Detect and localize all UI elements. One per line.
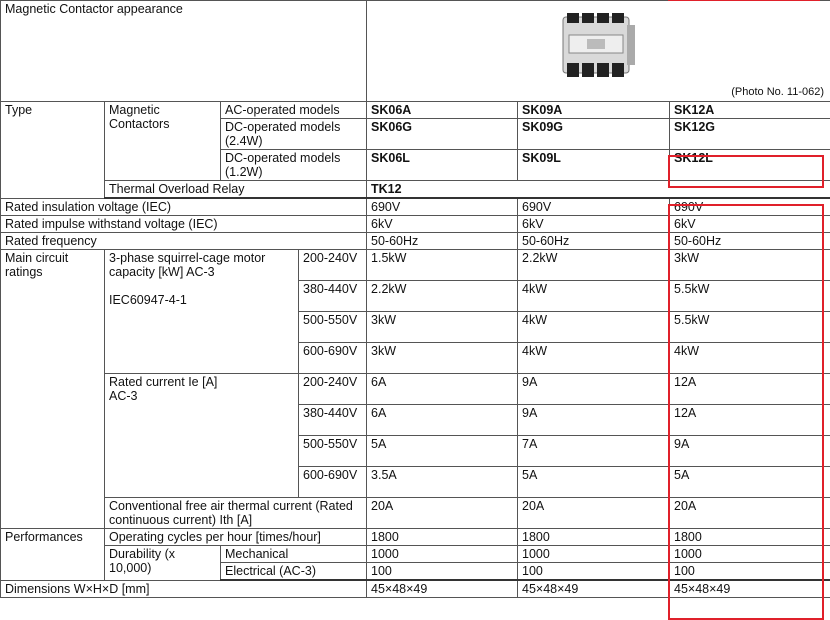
insulation-label: Rated insulation voltage (IEC) bbox=[1, 198, 367, 216]
thermal-current-value: 20A bbox=[670, 498, 830, 529]
current-value: 12A bbox=[670, 374, 830, 405]
photo-caption: (Photo No. 11-062) bbox=[731, 86, 825, 98]
capacity-value: 2.2kW bbox=[367, 281, 518, 312]
capacity-value: 4kW bbox=[518, 343, 670, 374]
capacity-value: 4kW bbox=[518, 281, 670, 312]
model-sk12g: SK12G bbox=[670, 119, 830, 150]
model-sk12l: SK12L bbox=[670, 150, 830, 181]
capacity-value: 4kW bbox=[518, 312, 670, 343]
model-sk09g: SK09G bbox=[518, 119, 670, 150]
electrical-label: Electrical (AC-3) bbox=[221, 563, 367, 581]
current-value: 6A bbox=[367, 405, 518, 436]
model-sk06g: SK06G bbox=[367, 119, 518, 150]
photo-cell bbox=[367, 1, 830, 102]
current-value: 3.5A bbox=[367, 467, 518, 498]
capacity-value: 1.5kW bbox=[367, 250, 518, 281]
current-text: Rated current Ie [A] AC-3 bbox=[109, 375, 218, 403]
model-sk06a: SK06A bbox=[367, 102, 518, 119]
voltage-range: 200-240V bbox=[299, 374, 367, 405]
model-sk12a: SK12A bbox=[670, 102, 830, 119]
voltage-range: 380-440V bbox=[299, 405, 367, 436]
mc-label: Magnetic Contactors bbox=[105, 102, 221, 181]
type-label: Type bbox=[1, 102, 105, 199]
mechanical-label: Mechanical bbox=[221, 546, 367, 563]
current-value: 7A bbox=[518, 436, 670, 467]
thermal-label: Thermal Overload Relay bbox=[105, 181, 367, 199]
ac-label: AC-operated models bbox=[221, 102, 367, 119]
frequency-value: 50-60Hz bbox=[367, 233, 518, 250]
dc12-label: DC-operated models (1.2W) bbox=[221, 150, 367, 181]
electrical-value: 100 bbox=[367, 563, 518, 581]
frequency-value: 50-60Hz bbox=[670, 233, 830, 250]
thermal-value: TK12 bbox=[367, 181, 830, 199]
performances-label: Performances bbox=[1, 529, 105, 581]
capacity-value: 3kW bbox=[367, 343, 518, 374]
capacity-label bbox=[105, 250, 299, 374]
capacity-text: 3-phase squirrel-cage motor capacity [kW] AC-3 bbox=[109, 251, 266, 279]
magnetic-contactor-image bbox=[555, 11, 637, 81]
mechanical-value: 1000 bbox=[670, 546, 830, 563]
voltage-range: 600-690V bbox=[299, 467, 367, 498]
capacity-value: 5.5kW bbox=[670, 312, 830, 343]
capacity-value: 3kW bbox=[670, 250, 830, 281]
mechanical-value: 1000 bbox=[518, 546, 670, 563]
impulse-label: Rated impulse withstand voltage (IEC) bbox=[1, 216, 367, 233]
current-value: 6A bbox=[367, 374, 518, 405]
impulse-value: 6kV bbox=[670, 216, 830, 233]
main-circuit-label: Main circuit ratings bbox=[1, 250, 105, 529]
dimensions-value: 45×48×49 bbox=[670, 580, 830, 598]
voltage-range: 600-690V bbox=[299, 343, 367, 374]
thermal-current-value: 20A bbox=[518, 498, 670, 529]
current-value: 9A bbox=[670, 436, 830, 467]
current-value: 5A bbox=[518, 467, 670, 498]
current-label bbox=[105, 374, 299, 498]
dimensions-label: Dimensions W×H×D [mm] bbox=[1, 580, 367, 598]
dimensions-value: 45×48×49 bbox=[518, 580, 670, 598]
current-value: 5A bbox=[670, 467, 830, 498]
insulation-value: 690V bbox=[518, 198, 670, 216]
impulse-value: 6kV bbox=[367, 216, 518, 233]
durability-label: Durability (x 10,000) bbox=[105, 546, 221, 581]
model-sk09l: SK09L bbox=[518, 150, 670, 181]
voltage-range: 500-550V bbox=[299, 312, 367, 343]
cycles-value: 1800 bbox=[367, 529, 518, 546]
dimensions-value: 45×48×49 bbox=[367, 580, 518, 598]
voltage-range: 200-240V bbox=[299, 250, 367, 281]
mechanical-value: 1000 bbox=[367, 546, 518, 563]
insulation-value: 690V bbox=[670, 198, 830, 216]
capacity-value: 5.5kW bbox=[670, 281, 830, 312]
frequency-label: Rated frequency bbox=[1, 233, 367, 250]
cycles-value: 1800 bbox=[518, 529, 670, 546]
frequency-value: 50-60Hz bbox=[518, 233, 670, 250]
current-value: 5A bbox=[367, 436, 518, 467]
cycles-value: 1800 bbox=[670, 529, 830, 546]
capacity-standard: IEC60947-4-1 bbox=[109, 293, 187, 307]
model-sk06l: SK06L bbox=[367, 150, 518, 181]
model-sk09a: SK09A bbox=[518, 102, 670, 119]
impulse-value: 6kV bbox=[518, 216, 670, 233]
voltage-range: 380-440V bbox=[299, 281, 367, 312]
electrical-value: 100 bbox=[670, 563, 830, 581]
current-value: 9A bbox=[518, 374, 670, 405]
thermal-current-value: 20A bbox=[367, 498, 518, 529]
capacity-value: 4kW bbox=[670, 343, 830, 374]
capacity-value: 3kW bbox=[367, 312, 518, 343]
cycles-label: Operating cycles per hour [times/hour] bbox=[105, 529, 367, 546]
current-value: 12A bbox=[670, 405, 830, 436]
voltage-range: 500-550V bbox=[299, 436, 367, 467]
capacity-value: 2.2kW bbox=[518, 250, 670, 281]
electrical-value: 100 bbox=[518, 563, 670, 581]
appearance-label: Magnetic Contactor appearance bbox=[1, 1, 367, 102]
thermal-current-label: Conventional free air thermal current (Rated continuous current) Ith [A] bbox=[105, 498, 367, 529]
insulation-value: 690V bbox=[367, 198, 518, 216]
current-value: 9A bbox=[518, 405, 670, 436]
dc24-label: DC-operated models (2.4W) bbox=[221, 119, 367, 150]
